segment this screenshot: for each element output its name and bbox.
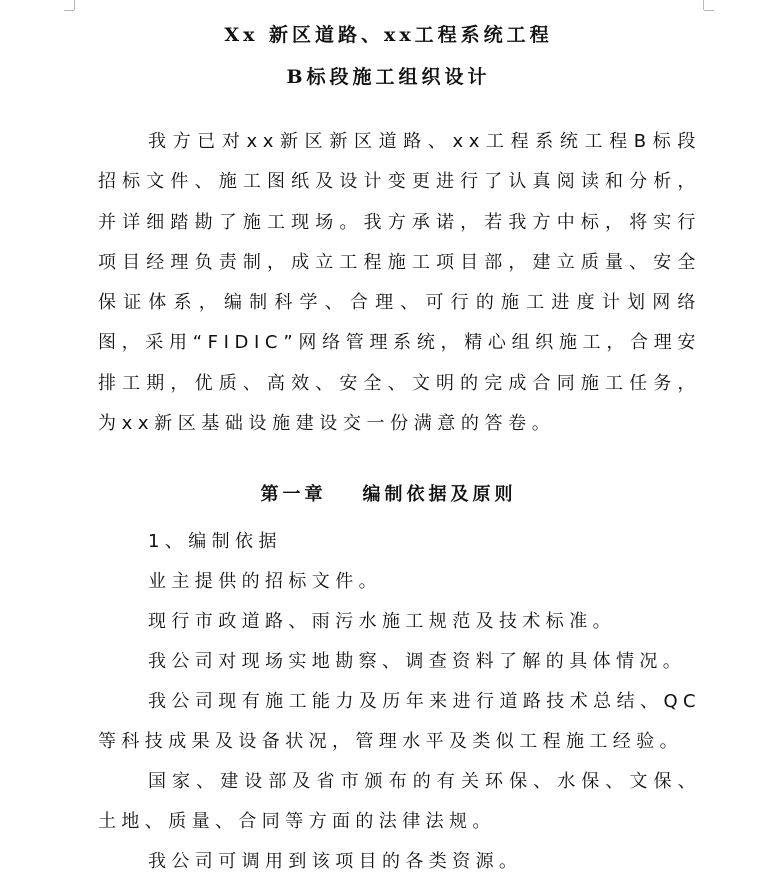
basis-list	[98, 522, 701, 882]
list-item: 我公司可调用到该项目的各类资源。	[148, 851, 523, 872]
list-item: 国家、建设部及省市颁布的有关环保、水保、文保、土地、质量、合同等方面的法律法规。	[98, 771, 701, 832]
section-heading: 1、编制依据	[148, 531, 282, 552]
crop-mark-top-right	[703, 0, 704, 10]
chapter-number: 第一章	[260, 484, 327, 505]
document-title-line-2: B标段施工组织设计	[286, 66, 491, 88]
chapter-heading	[0, 480, 777, 506]
list-item: 我公司现有施工能力及历年来进行道路技术总结、QC等科技成果及设备状况，管理水平及类似工程施工经验。	[98, 691, 701, 752]
crop-mark-top-left	[74, 0, 75, 10]
chapter-title: 编制依据及原则	[362, 484, 517, 505]
document-title-line-1: Xx 新区道路、xx工程系统工程	[224, 24, 553, 46]
crop-mark-top-left-h	[64, 10, 74, 11]
crop-mark-top-right-h	[704, 10, 714, 11]
intro-paragraph: 我方已对xx新区新区道路、xx工程系统工程B标段招标文件、施工图纸及设计变更进行了认真阅读和分析，并详细踏勘了施工现场。我方承诺，若我方中标，将实行项目经理负责制，成立工程施工项目部，建立质量、安全保证体系，编制科学、合理、可行的施工进度计划网络图，采用“FIDIC”网络管理系统，精心组织施工，合理安排工期，优质、高效、安全、文明的完成合同施工任务，为xx新区基础设施建设交一份满意的答卷。	[98, 131, 701, 435]
list-item: 业主提供的招标文件。	[148, 571, 382, 592]
list-item: 我公司对现场实地勘察、调查资料了解的具体情况。	[148, 651, 687, 672]
list-item: 现行市政道路、雨污水施工规范及技术标准。	[148, 611, 616, 632]
